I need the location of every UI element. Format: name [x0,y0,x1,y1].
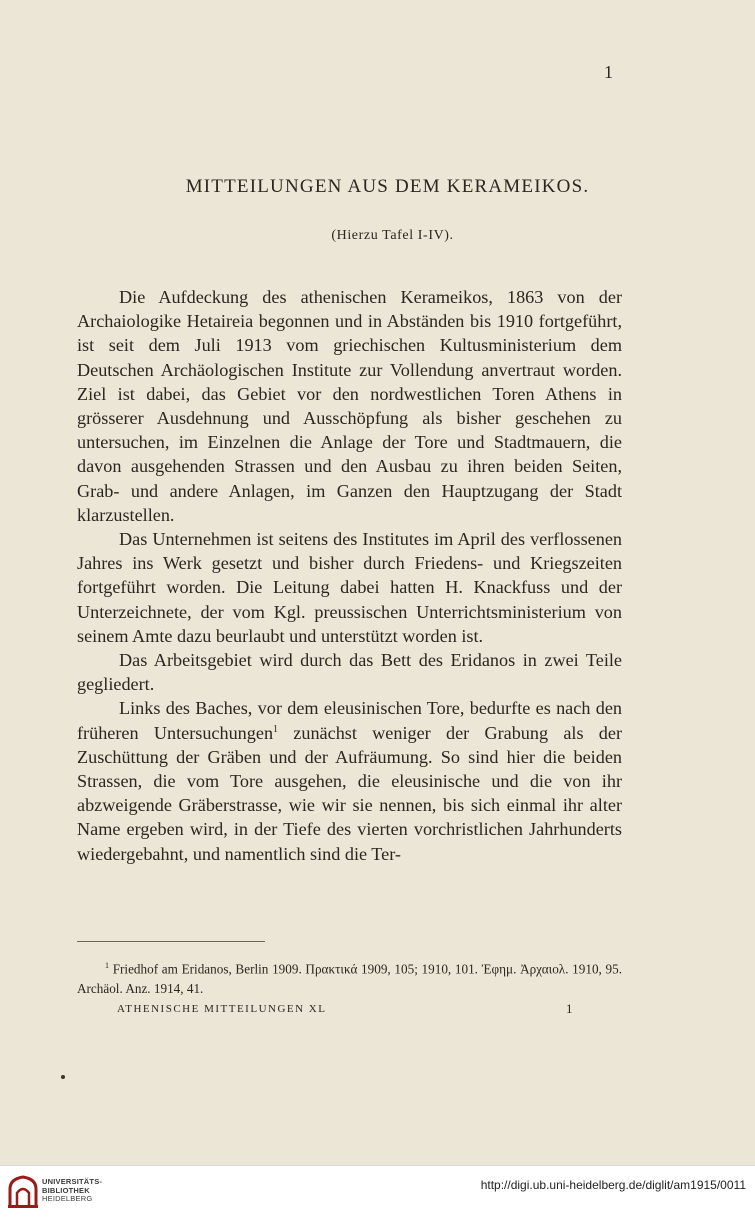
library-name-line-2: BIBLIOTHEK [42,1185,90,1195]
paragraph-4 [77,696,622,865]
article-title: MITTEILUNGEN AUS DEM KERAMEIKOS. [185,176,590,197]
logo-base [8,1205,38,1208]
permalink-url[interactable]: http://digi.ub.uni-heidelberg.de/diglit/am1915/0011 [480,1178,746,1192]
footnote [77,956,622,999]
footnote-text: Friedhof am Eridanos, Berlin 1909. Πρακτικά 1909, 105; 1910, 101. Ἐφημ. Ἀρχαιολ. 1910, 95. Archäol. Anz. 1914, 41. [77,961,623,997]
library-name-line-1: UNIVERSITÄTS- [42,1177,103,1186]
viewer-footer [0,1165,755,1220]
footnote-reference: 1 [273,723,279,735]
footnote-divider [77,941,265,942]
logo-arch [10,1177,36,1206]
library-name-line-3: HEIDELBERG [42,1194,93,1203]
print-speck [61,1075,65,1079]
paragraph-2: Das Unternehmen ist seitens des Institutes im April des verflossenen Jahres ins Werk gesetzt und bisher durch Friedens- und Kriegszeiten fortgeführt worden. Die Leitung dabei hatten H. Knackfuss und der Unterzeichnete, der vom Kgl. preussischen Unterrichtsministerium von seinem Amte dazu beurlaubt und unterstützt worden ist. [77,529,622,646]
paragraph-4-end: zunächst weniger der Grabung als der Zuschüttung der Gräben und der Aufräumung. So sind hier die beiden Strassen, die vom Tore ausgehen, die eleusinische und die von ihr abzweigende Gräberstrasse, wie wir sie nennen, bis sich einmal ihr alter Name ergeben wird, in der Tiefe des vierten vorchristlichen Jahrhunderts wiedergebahnt, und namentlich sind die Ter- [77,722,623,864]
paragraph-4-start: Links des Baches, vor dem eleusinischen Tore, bedurfte es nach den früheren Untersuchungen [77,698,622,743]
library-name [42,1178,102,1204]
university-library-logo-icon [7,1175,39,1209]
signature-label: ATHENISCHE MITTEILUNGEN XL [117,1003,327,1015]
logo-inner-mark [17,1189,29,1206]
article-subtitle: (Hierzu Tafel I-IV). [331,228,454,243]
page-number: 1 [604,62,613,82]
footnote-marker: 1 [105,961,109,970]
signature-number: 1 [566,1001,573,1016]
article-body [77,285,622,866]
paragraph-1: Die Aufdeckung des athenischen Kerameikos, 1863 von der Archaiologike Hetaireia begonnen und in Abständen bis 1910 fortgeführt, ist seit dem Juli 1913 vom griechischen Kultusministerium dem Deutschen Archäologischen Institute zur Vollendung anvertraut worden. Ziel ist dabei, das Gebiet vor den nordwestlichen Toren Athens in grösserer Ausdehnung und Ausschöpfung als bisher geschehen zu untersuchen, im Einzelnen die Anlage der Tore und Stadtmauern, die davon ausgehenden Strassen und den Ausbau zu ihren beiden Seiten, Grab- und andere Anlagen, im Ganzen den Hauptzugang der Stadt klarzustellen. [77,287,622,525]
paragraph-3: Das Arbeitsgebiet wird durch das Bett des Eridanos in zwei Teile gegliedert. [77,650,622,695]
